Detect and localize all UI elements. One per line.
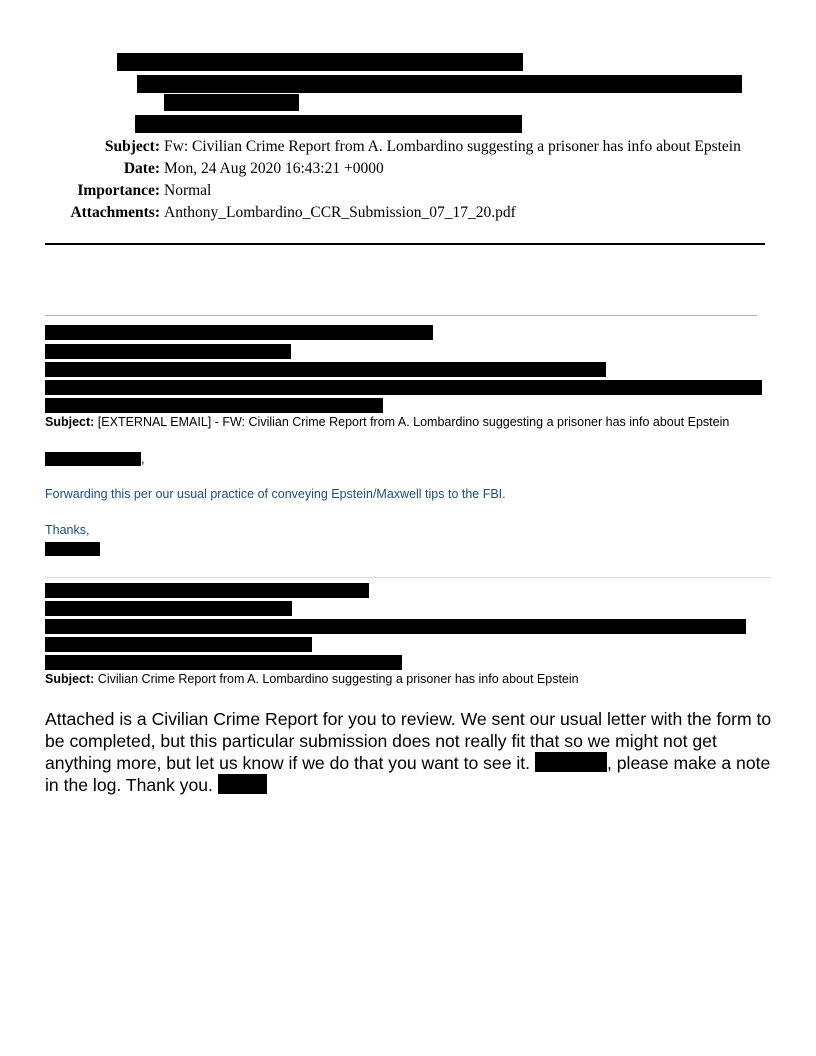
redaction-bar: [45, 619, 746, 634]
redaction-bar: [45, 362, 606, 377]
forward-1-subject-row: [45, 415, 729, 430]
message-body-part-1: Attached is a Civilian Crime Report for you to review. We sent our usual letter with the form to be completed, but this particular submission does not really fit that so we might not get anything more, but let us know if we do that you want to see it.: [45, 709, 772, 773]
redaction-bar: [45, 325, 433, 340]
redaction-bar: [117, 53, 523, 71]
redaction-recipient-name: [45, 452, 141, 466]
redaction-bar: [135, 115, 522, 133]
header-divider: [45, 243, 765, 245]
greeting-comma: ,: [141, 452, 145, 466]
redaction-inline-name: [535, 752, 607, 772]
message-body-part-2: , please make a note in the log. Thank you.: [45, 753, 771, 795]
header-subject-row: [0, 138, 780, 156]
forward-2-subject: Civilian Crime Report from A. Lombardino suggesting a prisoner has info about Epstein: [97, 672, 579, 686]
header-attachments[interactable]: Anthony_Lombardino_CCR_Submission_07_17_20.pdf: [164, 204, 516, 221]
header-attachments-row: [0, 204, 780, 222]
message-body: [45, 708, 785, 796]
forward-1-subject-label: Subject:: [45, 415, 95, 429]
redaction-bar: [45, 637, 312, 652]
header-date-row: [0, 160, 780, 178]
redaction-bar: [45, 601, 292, 616]
redaction-bar: [45, 655, 402, 670]
header-date-label: Date:: [123, 160, 160, 177]
redaction-sender-name: [45, 542, 100, 556]
forward-1-divider: [45, 315, 757, 316]
redaction-bar: [164, 94, 299, 111]
forward-2-subject-label: Subject:: [45, 672, 95, 686]
forward-2-subject-row: [45, 672, 579, 687]
redaction-bar: [45, 583, 369, 598]
forward-2-divider: [45, 577, 771, 578]
header-date: Mon, 24 Aug 2020 16:43:21 +0000: [164, 160, 384, 177]
redaction-inline-signature: [218, 774, 267, 794]
redaction-bar: [137, 75, 742, 93]
forward-1-message: Forwarding this per our usual practice of conveying Epstein/Maxwell tips to the FBI.: [45, 487, 506, 501]
header-attachments-label: Attachments:: [70, 204, 160, 221]
redaction-bar: [45, 380, 762, 395]
redaction-bar: [45, 398, 383, 413]
header-importance-row: [0, 182, 780, 200]
header-importance-label: Importance:: [77, 182, 160, 199]
redaction-bar: [45, 344, 291, 359]
header-subject-label: Subject:: [104, 138, 160, 155]
header-importance: Normal: [164, 182, 212, 199]
forward-1-signoff: Thanks,: [45, 523, 90, 537]
forward-1-subject: [EXTERNAL EMAIL] - FW: Civilian Crime Report from A. Lombardino suggesting a prisoner has info about Epstein: [97, 415, 730, 429]
header-subject: Fw: Civilian Crime Report from A. Lombardino suggesting a prisoner has info about Epstein: [164, 138, 741, 155]
